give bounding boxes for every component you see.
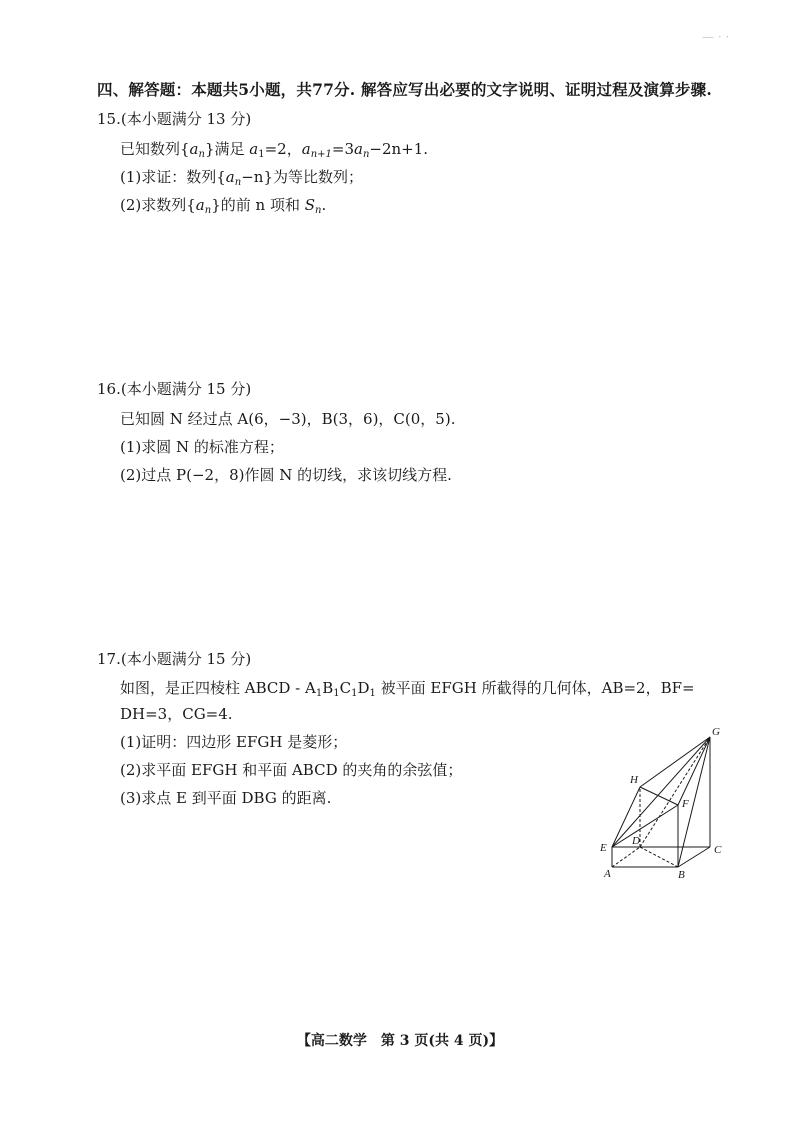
q15-part2-post: . <box>321 196 327 214</box>
q16-part2: (2)过点 P(−2，8)作圆 N 的切线，求该切线方程. <box>120 466 452 484</box>
q15-part2: (2)求数列$\{a_n\}$的前 n 项和 $S_n$. <box>120 196 327 216</box>
q15-stem-eq3: −2n+1. <box>369 140 429 158</box>
label-A: A <box>604 868 611 880</box>
q15-part1: (1)求证：数列$\{a_n-n\}$为等比数列； <box>120 168 363 188</box>
label-F: F <box>682 798 689 810</box>
q15-stem-eq2: =3 <box>331 140 354 158</box>
q17-stem-e: 被平面 EFGH 所截得的几何体，AB=2，BF= <box>375 679 695 697</box>
q17-stem-c: C <box>339 679 352 697</box>
q15-number: 15. <box>97 110 121 128</box>
q16-header <box>97 378 251 399</box>
edge-EG <box>612 737 710 847</box>
q17-stem-line1: 如图，是正四棱柱 ABCD - $A_1B_1C_1D_1$ 被平面 EFGH 所截得的几何体，AB=2，BF= <box>120 679 695 699</box>
q17-part3: (3)求点 E 到平面 DBG 的距离. <box>120 789 332 807</box>
q17-part1: (1)证明：四边形 EFGH 是菱形； <box>120 733 348 751</box>
q15-part1-post: }为等比数列； <box>263 168 363 186</box>
q15-part1-text: (1)求证：数列{ <box>120 168 226 186</box>
q15-stem: 已知数列$\{a_n\}$满足 $a_1=2$，$a_{n+1}=3a_n-2n+1$. <box>120 140 429 160</box>
label-E: E <box>600 842 607 854</box>
label-B: B <box>678 869 685 881</box>
q17-part2: (2)求平面 EFGH 和平面 ABCD 的夹角的余弦值； <box>120 761 463 779</box>
q15-part2-mid: }的前 n 项和 <box>211 196 305 214</box>
q17-stem-d: D <box>357 679 370 697</box>
label-H: H <box>630 774 638 786</box>
q17-stem-b: B <box>322 679 334 697</box>
hidden-DB <box>640 847 678 867</box>
corner-mark: — · · <box>702 30 730 44</box>
section-title: 四、解答题：本题共5小题，共77分. 解答应写出必要的文字说明、证明过程及演算步骤. <box>97 80 712 99</box>
q15-score: (本小题满分 13 分) <box>120 110 252 128</box>
q17-geometry-figure <box>592 725 732 885</box>
q17-number: 17. <box>97 650 121 668</box>
q17-stem-line2: DH=3，CG=4. <box>120 705 233 723</box>
label-D: D <box>632 835 640 847</box>
edge-BC <box>678 847 710 867</box>
q15-part2-text: (2)求数列{ <box>120 196 196 214</box>
q15-stem-text: 已知数列{ <box>120 140 190 158</box>
q16-stem: 已知圆 N 经过点 A(6，−3)，B(3，6)，C(0，5). <box>120 410 456 428</box>
edge-FG <box>678 737 710 805</box>
q15-stem-text-2: }满足 <box>204 140 245 158</box>
q16-score: (本小题满分 15 分) <box>120 380 252 398</box>
q15-part1-mid: −n <box>241 168 264 186</box>
q15-header <box>97 108 251 129</box>
q17-header <box>97 648 251 669</box>
q15-stem-eq1: =2， <box>264 140 302 158</box>
label-G: G <box>712 726 720 738</box>
label-C: C <box>714 844 722 856</box>
q17-score: (本小题满分 15 分) <box>120 650 252 668</box>
hidden-AD <box>612 847 640 867</box>
page-footer: 【高二数学 第 3 页(共 4 页)】 <box>296 1033 504 1049</box>
q17-stem-a: 如图，是正四棱柱 ABCD - A <box>120 679 316 697</box>
q16-part1: (1)求圆 N 的标准方程； <box>120 438 284 456</box>
q16-number: 16. <box>97 380 121 398</box>
